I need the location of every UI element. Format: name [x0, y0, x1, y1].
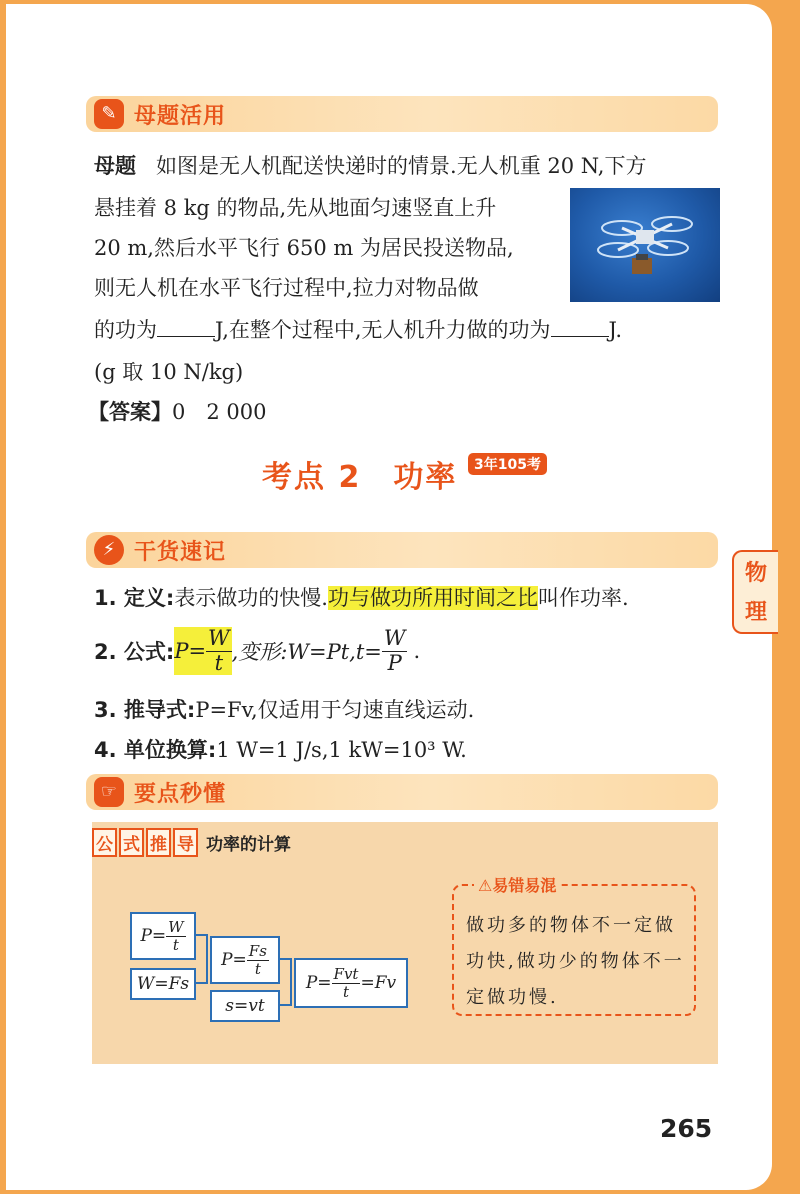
formula-p: P= [140, 926, 167, 946]
formula-box-p-w-t [130, 912, 196, 960]
problem-line-1 [94, 150, 646, 180]
answer-line [88, 396, 266, 426]
note-1-end: 叫作功率. [538, 586, 629, 610]
numerator: Fvt [333, 965, 359, 983]
hand-pointing-icon: ☞ [94, 777, 124, 807]
connector [206, 934, 208, 984]
exam-count-badge: 3年105考 [468, 453, 547, 475]
common-mistake-title [474, 873, 560, 896]
formula-power-highlight [174, 627, 231, 674]
subject-tab-char-1: 物 [744, 561, 767, 586]
problem-label: 母题 [94, 154, 136, 178]
warn-title-text: 易错易混 [492, 876, 557, 895]
connector [278, 1004, 290, 1006]
problem-text-1: 如图是无人机配送快递时的情景.无人机重 20 N,下方 [156, 154, 647, 178]
section-title: 要点秒懂 [134, 782, 227, 807]
note-1-label: 1. 定义: [94, 586, 175, 610]
tag-char: 式 [119, 828, 144, 857]
note-3-label: 3. 推导式: [94, 698, 196, 722]
note-3 [94, 694, 474, 724]
topic-heading: 考点 2 功率 [262, 460, 458, 495]
section-bar-yaodianmiaodong [86, 774, 718, 810]
formula-end: . [413, 639, 421, 663]
fraction [247, 943, 269, 977]
fraction-w-over-p [382, 627, 408, 674]
numerator: W [168, 918, 184, 936]
section-bar-mutihuoyong [86, 96, 718, 132]
problem-line-2: 悬挂着 8 kg 的物品,先从地面匀速竖直上升 [94, 196, 497, 220]
formula-p: P= [174, 639, 207, 663]
numerator: Fs [248, 942, 267, 960]
tag-char: 公 [92, 828, 117, 857]
denominator: P [387, 650, 402, 675]
tag-char: 导 [173, 828, 198, 857]
formula-variants: ,变形:W=Pt,t= [231, 640, 382, 664]
note-3-text: P=Fv,仅适用于匀速直线运动. [195, 698, 475, 722]
common-mistake-text: 做功多的物体不一定做功快,做功少的物体不一定做功慢. [466, 915, 685, 1008]
formula-box-w-fs: W=Fs [130, 968, 196, 1000]
fraction-w-over-t [206, 627, 232, 674]
section-bar-ganhuosuji [86, 532, 718, 568]
problem-text-5a: 的功为 [94, 318, 157, 342]
answer-blank-1[interactable] [157, 318, 215, 337]
denominator: t [172, 935, 179, 954]
denominator: t [342, 982, 350, 1001]
formula-result: =Fv [360, 973, 397, 993]
denominator: t [254, 959, 261, 978]
section-title: 干货速记 [134, 540, 227, 565]
answer-blank-2[interactable] [551, 318, 609, 337]
page-number: 265 [660, 1114, 713, 1143]
subject-tab-char-2: 理 [744, 600, 767, 625]
note-4-text: 1 W=1 J/s,1 kW=10³ W. [216, 738, 467, 762]
problem-text-5b: J,在整个过程中,无人机升力做的功为 [215, 318, 551, 342]
connector [194, 982, 206, 984]
problem-line-5 [94, 314, 622, 344]
drone-icon [570, 188, 720, 302]
common-mistake-box [452, 876, 696, 1016]
pencil-paper-icon: ✎ [94, 99, 124, 129]
subject-tab[interactable] [732, 550, 778, 634]
formula-p: P= [221, 950, 247, 970]
section-title: 母题活用 [134, 104, 227, 129]
problem-line-6: (g 取 10 N/kg) [94, 360, 244, 384]
problem-text-5c: J. [608, 318, 623, 342]
note-2 [94, 626, 420, 676]
problem-line-3: 20 m,然后水平飞行 650 m 为居民投送物品, [94, 236, 514, 260]
note-1-text: 表示做功的快慢. [174, 586, 328, 610]
denominator: t [214, 650, 224, 675]
note-2-label: 2. 公式: [94, 640, 175, 664]
note-1 [94, 582, 629, 612]
fraction [166, 919, 185, 953]
answer-value: 0 2 000 [172, 400, 267, 424]
tag-char: 推 [146, 828, 171, 857]
answer-label: 【答案】 [88, 400, 172, 424]
note-1-highlight: 功与做功所用时间之比 [328, 586, 538, 610]
warning-icon: ⚠ [478, 876, 493, 895]
note-4 [94, 734, 467, 764]
numerator: W [208, 626, 230, 651]
fraction [332, 966, 361, 1000]
problem-line-4: 则无人机在水平飞行过程中,拉力对物品做 [94, 276, 479, 300]
panel-header [92, 828, 291, 857]
connector [278, 958, 290, 960]
drone-photo [570, 188, 720, 302]
lightning-icon: ⚡ [94, 535, 124, 565]
numerator: W [383, 626, 406, 651]
formula-box-p-fs-t [210, 936, 280, 984]
note-4-label: 4. 单位换算: [94, 738, 217, 762]
connector [290, 958, 292, 1006]
connector [194, 934, 206, 936]
formula-p: P= [305, 973, 332, 993]
panel-title: 功率的计算 [206, 835, 291, 855]
formula-box-p-fv [294, 958, 408, 1008]
formula-box-s-vt: s=vt [210, 990, 280, 1022]
